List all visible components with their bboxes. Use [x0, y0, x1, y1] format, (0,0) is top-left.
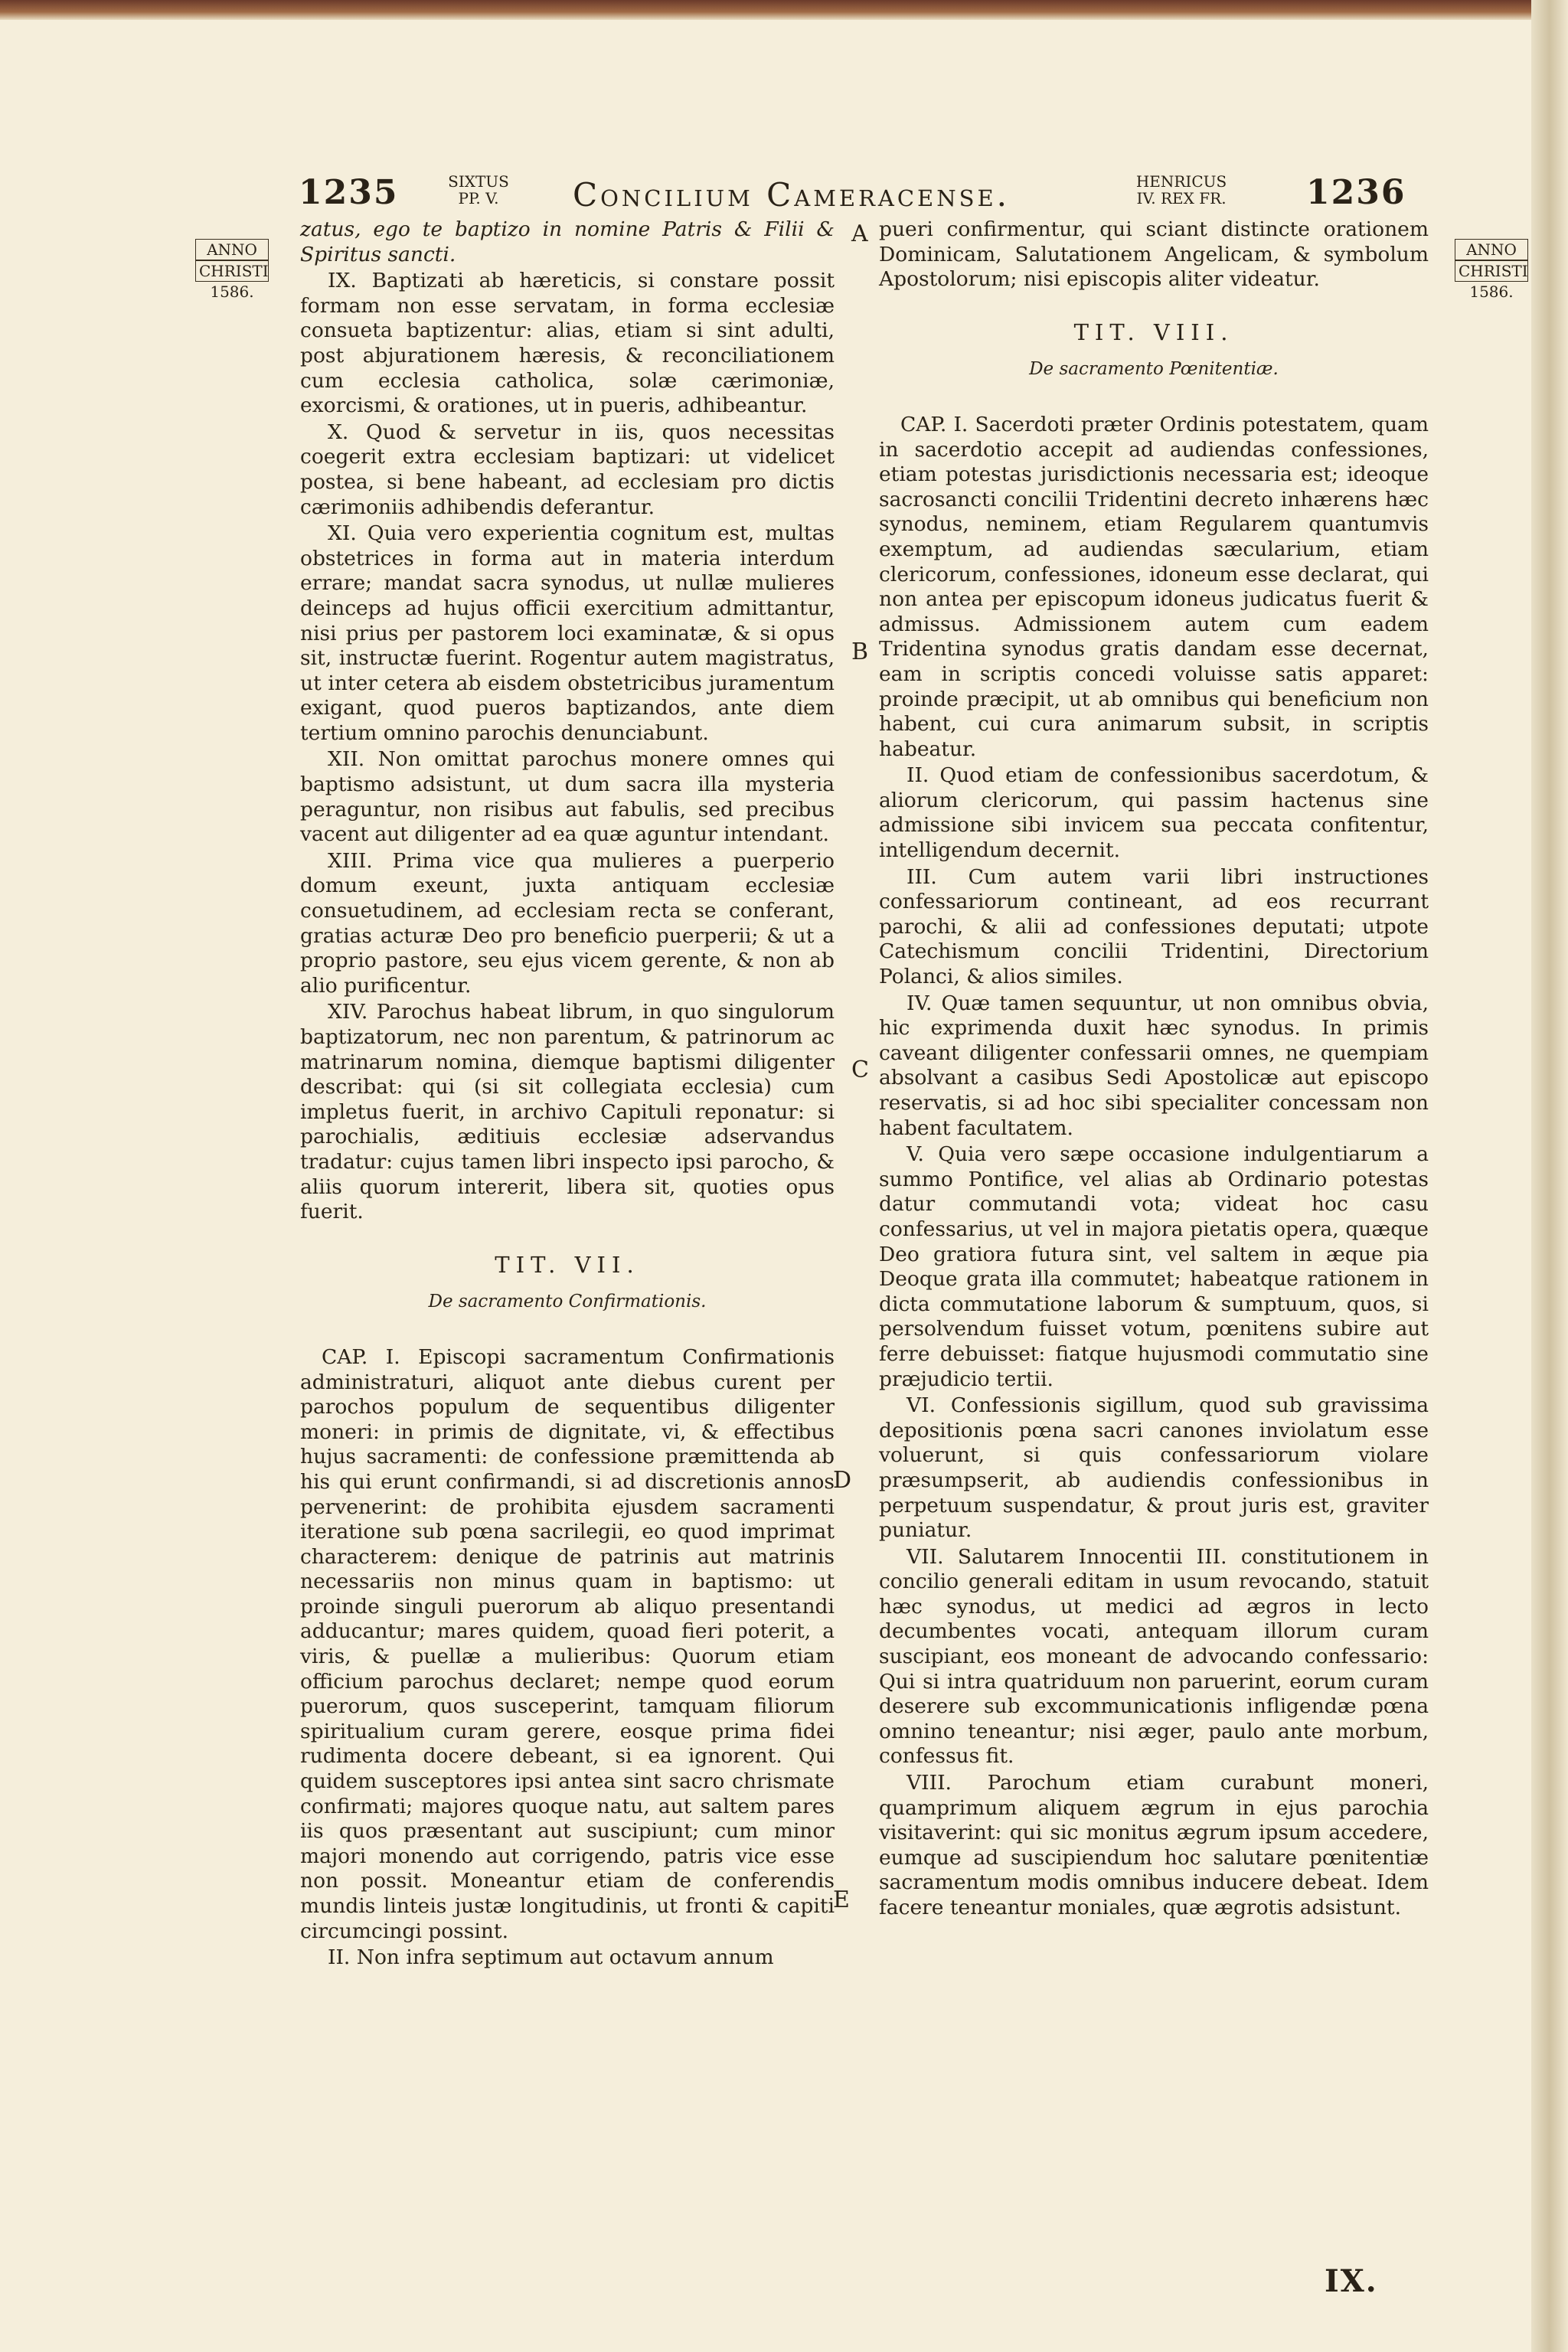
paragraph-ii: II. Non infra septimum aut octavum annum [328, 1945, 774, 1970]
margin-year: 1586. [210, 283, 254, 301]
paragraph-continuation: zatus, ego te baptizo in nomine Patris & Filii & Spiritus sancti. [300, 217, 835, 266]
section-subtitle-penance: De sacramento Pœnitentiæ. [1029, 359, 1279, 380]
right-column [879, 217, 1429, 1922]
left-column [300, 217, 835, 1972]
section-letter-c: C [851, 1057, 869, 1083]
paragraph-vii: VII. Salutarem Innocentii III. constitutionem in concilio generali editam in usum revocando, statuit hæc synodus, ut medici ad ægros in lecto decumbentes vocati, antequam illorum curam suscipiant, eos moneant de advocando confessario: Qui si intra quatriduum non paruerint, eorum curam deserere sub excommunicationis infligendæ pœna omnino teneantur; nisi æger, paulo ante morbum, confessus fit. [879, 1544, 1429, 1769]
margin-christi: CHRISTI [1455, 260, 1528, 282]
paragraph-cap-i: CAP. I. Episcopi sacramentum Confirmationis administraturi, aliquot ante diebus curent per parochos populum de sequentibus diligenter moneri: in primis de dignitate, vi, & effectibus hujus sacramenti: de confessione præmittenda ab his qui erunt confirmandi, si ad discretionis annos pervenerint: de prohibita ejusdem sacramenti iteratione sub pœna sacrilegii, eo quod imprimat characterem: denique de patrinis aut matrinis necessariis non minus quam in baptismo: ut proinde singuli puerorum ab aliquo presentandi adducantur; mares quidem, quoad fieri poterit, a viris, & puellæ a mulieribus: Quorum etiam officium parochus declaret; nempe quod eorum puerorum, quos susceperint, tamquam filiorum spiritualium curam gerere, eosque prima fidei rudimenta docere debeant, si ea ignorent. Qui quidem susceptores ipsi antea sint sacro chrismate confirmati; majores quoque natu, aut saltem pares iis quos præsentant aut suscipiunt; cum minor majori monendo aut corrigendo, patris vice esse non possit. Moneantur etiam de conferendis mundis linteis justæ longitudinis, ut fronti & capiti circumcingi possint. [300, 1344, 835, 1943]
section-title-tit-vii: TIT. VII. [495, 1251, 640, 1278]
running-head-left: SIXTUS PP. V. [448, 172, 509, 207]
page-number-right: 1236 [1306, 173, 1406, 212]
margin-date-left [195, 239, 269, 302]
paragraph-xiii: XIII. Prima vice qua mulieres a puerperio domum exeunt, juxta antiquam ecclesiæ consuetudinem, ad ecclesiam recta se conferant, gratias acturæ Deo pro beneficio puerperii; & ut a proprio pastore, seu ejus vicem gerente, & non ab alio purificentur. [300, 848, 835, 998]
margin-christi: CHRISTI [195, 260, 269, 282]
paragraph-ix: IX. Baptizati ab hæreticis, si constare possit formam non esse servatam, in forma ecclesiæ consueta baptizentur: alias, etiam si sint adulti, post abjurationem hæresis, & reconciliationem cum ecclesia catholica, solæ cærimoniæ, exorcismi, & orationes, ut in pueris, adhibeantur. [300, 269, 835, 418]
paragraph-xi: XI. Quia vero experientia cognitum est, multas obstetrices in forma aut in materia interdum errare; mandat sacra synodus, ut nullæ mulieres deinceps ad hujus officii exercitium admittantur, nisi prius per pastorem loci examinatæ, & si opus sit, instructæ fuerint. Rogentur autem magistratus, ut inter cetera ab eisdem obstetricibus juramentum exigant, quod pueros baptizandos, ante diem tertium omnino parochis denunciabunt. [300, 521, 835, 745]
section-letter-b: B [851, 639, 869, 665]
page-header [0, 173, 1531, 219]
section-letter-e: E [833, 1886, 850, 1913]
section-letter-d: D [833, 1467, 852, 1494]
paragraph-x: X. Quod & servetur in iis, quos necessitas coegerit extra ecclesiam baptizari: ut videlicet postea, si bene habeant, ad ecclesiam pro dictis cærimoniis adhibendis deferantur. [300, 420, 835, 519]
margin-year: 1586. [1469, 283, 1514, 301]
paragraph-viii: VIII. Parochum etiam curabunt moneri, quamprimum aliquem ægrum in ejus parochia visitaverint: qui sic monitus ægrum ipsum accedere, eumque ad suscipiendum hoc salutare pœnitentiæ sacramentum modis omnibus inducere debeat. Idem facere teneantur moniales, quæ ægrotis adsistunt. [879, 1771, 1429, 1919]
paragraph-xii: XII. Non omittat parochus monere omnes qui baptismo adsistunt, ut dum sacra illa mysteria peraguntur, non risibus aut fabulis, sed precibus vacent aut diligenter ad ea quæ aguntur intendant. [300, 747, 835, 847]
paragraph-v: V. Quia vero sæpe occasione indulgentiarum a summo Pontifice, vel alias ab Ordinario potestas datur commutandi vota; videat hoc casu confessarius, ut vel in majora pietatis opera, quæque Deo gratiora futura sint, vel saltem in æque pia Deoque grata illa commutet; habeatque rationem in dicta commutatione laborum & sumptuum, quos, si persolvendum fuisset votum, pœnitens subire aut ferre debuisset: fiatque hujusmodi commutatio sine præjudicio tertii. [879, 1142, 1429, 1391]
signature-mark: IX. [1325, 2263, 1378, 2299]
paragraph-iii: III. Cum autem varii libri instructiones confessariorum contineant, ad eos recurrant parochi, & alii ad confessiones deputati; utpote Catechismum concilii Tridentini, Directorium Polanci, & alios similes. [879, 864, 1429, 989]
paragraph-continuation: pueri confirmentur, qui sciant distincte orationem Dominicam, Salutationem Angelicam, & symbolum Apostolorum; nisi episcopis aliter videatur. [879, 217, 1429, 292]
paragraph-vi: VI. Confessionis sigillum, quod sub gravissima depositionis pœna sacri canones inviolatum esse voluerunt, si quis confessariorum violare præsumpserit, ab audiendis confessionibus in perpetuum suspendatur, & prout juris est, graviter puniatur. [879, 1393, 1429, 1543]
margin-anno: ANNO [1455, 239, 1528, 260]
page-title: Concilium Cameracense. [573, 176, 1010, 214]
book-edge-top [0, 0, 1568, 20]
paragraph-iv: IV. Quæ tamen sequuntur, ut non omnibus obvia, hic exprimenda duxit hæc synodus. In primis caveant diligenter confessarii omnes, ne quempiam absolvant a casibus Sedi Apostolicæ aut episcopo reservatis, si ad hoc sibi specialiter concessam non habent facultatem. [879, 991, 1429, 1140]
margin-date-right [1455, 239, 1528, 302]
paragraph-xiv: XIV. Parochus habeat librum, in quo singulorum baptizatorum, nec non parentum, & patrinorum ac matrinarum nomina, diemque baptismi diligenter describat: qui (si sit collegiata ecclesia) cum impletus fuerit, in archivo Capituli reponatur: si parochialis, æditiuis ecclesiæ adservandus tradatur: cujus tamen libri inspecto ipsi parocho, & aliis quorum intererit, libera sit, quoties opus fuerit. [300, 1000, 835, 1224]
book-page [0, 20, 1531, 2352]
section-letter-a: A [851, 220, 868, 247]
running-head-right: HENRICUS IV. REX FR. [1135, 172, 1227, 207]
paragraph-ii: II. Quod etiam de confessionibus sacerdotum, & aliorum clericorum, qui passim hactenus sine admissione sibi invicem sua peccata confitentur, intelligendum decernit. [879, 763, 1429, 863]
section-title-tit-viii: TIT. VIII. [1073, 318, 1234, 345]
book-edge-right [1531, 0, 1568, 2352]
paragraph-cap-i: CAP. I. Sacerdoti præter Ordinis potestatem, quam in sacerdotio accepit ad audiendas confessiones, etiam potestas jurisdictionis necessaria est; ideoque sacrosancti concilii Tridentini decreto inhærens hæc synodus, neminem, etiam Regularem quantumvis exemptum, ad audiendas sæcularium, etiam clericorum, confessiones, idoneum esse declarat, qui non antea per episcopum idoneus judicatus fuerit & admissus. Admissionem autem cum eadem Tridentina synodus gratis dandam esse decernat, eam in scriptis concedi voluisse satis apparet: proinde præcipit, ut ab omnibus qui beneficium non habent, cui cura animarum subsit, in scriptis habeatur. [879, 412, 1429, 761]
margin-anno: ANNO [195, 239, 269, 260]
section-subtitle-confirmation: De sacramento Confirmationis. [428, 1292, 707, 1312]
page-number-left: 1235 [299, 173, 399, 212]
